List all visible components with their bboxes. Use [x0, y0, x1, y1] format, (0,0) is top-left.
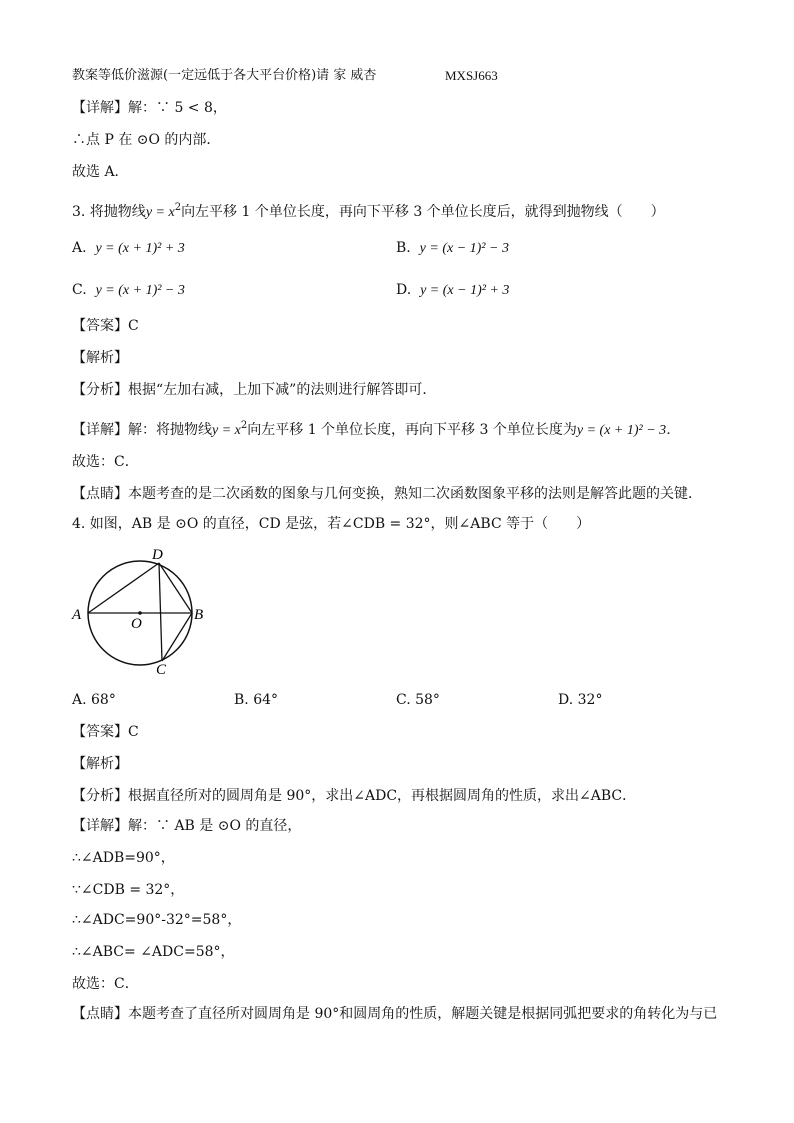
- chord-db: [159, 563, 192, 613]
- q3-choose: 故选：C．: [72, 454, 139, 470]
- q4-analysis-heading: 【解析】: [72, 756, 128, 772]
- center-point: [138, 611, 142, 615]
- header-code: MXSJ663: [445, 68, 498, 83]
- q3-answer: 【答案】C: [72, 318, 139, 334]
- q4-stem: 4. 如图，AB 是 ⊙O 的直径，CD 是弦，若∠CDB = 32°，则∠ABC 等于（ ）: [72, 516, 591, 532]
- detail-line-3: 故选 A．: [72, 164, 129, 180]
- q3-analysis-heading: 【解析】: [72, 350, 128, 366]
- q4-option-d: D. 32°: [558, 692, 603, 708]
- q3-option-c: C. y = (x + 1)² − 3: [72, 282, 185, 298]
- q4-step-4: ∴∠ADC=90°-32°=58°，: [72, 912, 242, 928]
- q3-stem: 3. 将抛物线$y = x^2$向左平移 1 个单位长度，再向下平移 3 个单位长度后，就得到抛物线（ ）: [72, 202, 665, 220]
- label-d: D: [152, 547, 163, 563]
- q4-fenxi: 【分析】根据直径所对的圆周角是 90°，求出∠ADC，再根据圆周角的性质，求出∠ABC．: [72, 788, 637, 804]
- label-b: B: [194, 607, 204, 623]
- chord-cb: [162, 613, 192, 661]
- q4-option-c: C. 58°: [396, 692, 440, 708]
- q4-step-2: ∴∠ADB=90°，: [72, 850, 175, 866]
- q4-answer: 【答案】C: [72, 724, 139, 740]
- chord-ad: [88, 563, 159, 613]
- detail-line-2: ∴点 P 在 ⊙O 的内部．: [72, 132, 221, 148]
- q4-option-b: B. 64°: [234, 692, 279, 708]
- chord-dc: [159, 563, 162, 661]
- label-c: C: [156, 662, 167, 676]
- q3-dianjing: 【点睛】本题考查的是二次函数的图象与几何变换，熟知二次函数图象平移的法则是解答此题的关键．: [72, 486, 702, 502]
- q3-option-b: B. y = (x − 1)² − 3: [396, 240, 509, 256]
- q3-option-a: A. y = (x + 1)² + 3: [72, 240, 185, 256]
- page-header: [72, 66, 498, 86]
- q3-fenxi: 【分析】根据“左加右减，上加下减”的法则进行解答即可．: [72, 382, 437, 398]
- q3-xiangjie: 【详解】解：将抛物线$y = x^2$向左平移 1 个单位长度，再向下平移 3 个单位长度为y = (x + 1)² − 3．: [72, 420, 681, 438]
- label-o: O: [131, 616, 142, 632]
- q4-step-5: ∴∠ABC= ∠ADC=58°，: [72, 944, 235, 960]
- circle-figure: [68, 544, 218, 676]
- q4-step-6: 故选：C．: [72, 976, 139, 992]
- q4-option-a: A. 68°: [72, 692, 116, 708]
- header-text: 教案等低价滋源(一定远低于各大平台价格)请 家 威杏: [72, 68, 377, 83]
- q4-step-3: ∵∠CDB = 32°，: [72, 882, 185, 898]
- q4-step-1: 【详解】解：∵ AB 是 ⊙O 的直径，: [72, 818, 302, 834]
- detail-line-1: 【详解】解：∵ 5 < 8，: [72, 100, 227, 116]
- q4-dianjing: 【点睛】本题考查了直径所对圆周角是 90°和圆周角的性质，解题关键是根据同弧把要求的角转化为与已: [72, 1006, 718, 1022]
- label-a: A: [72, 607, 82, 623]
- q3-option-d: D. y = (x − 1)² + 3: [396, 282, 510, 298]
